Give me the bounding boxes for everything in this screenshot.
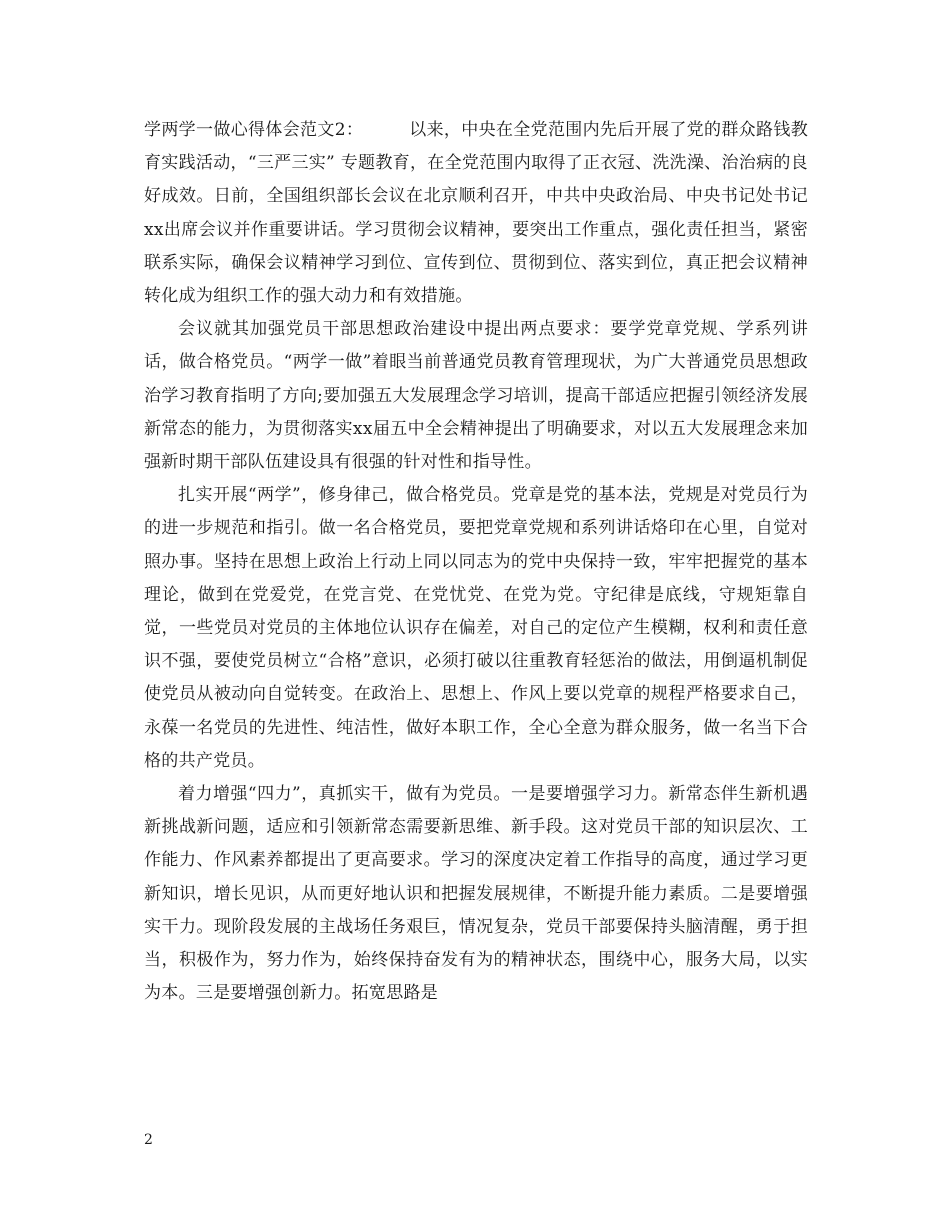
paragraph-1: 以来，中央在全党范围内先后开展了党的群众路钱教育实践活动，“三严三实” 专题教育，在全党范围内取得了正衣冠、洗洗澡、治治病的良好成效。日前，全国组织部长会议在北京顺利召开，中共中央政治局、中央书记处书记xx出席会议并作重要讲话。学习贯彻会议精神，要突出工作重点，强化责任担当，紧密联系实际，确保会议精神学习到位、宣传到位、贯彻到位、落实到位，真正把会议精神转化成为组织工作的强大动力和有效措施。	[144, 120, 808, 307]
paragraph-3: 扎实开展“两学”，修身律己，做合格党员。党章是党的基本法，党规是对党员行为的进一步规范和指引。做一名合格党员，要把党章党规和系列讲话烙印在心里，自觉对照办事。坚持在思想上政治上行动上同以同志为的党中央保持一致，牢牢把握党的基本理论，做到在党爱党，在党言党、在党忧党、在党为党。守纪律是底线，守规矩靠自觉，一些党员对党员的主体地位认识存在偏差，对自己的定位产生模糊，权利和责任意识不强，要使党员树立“合格”意识，必须打破以往重教育轻惩治的做法，用倒逼机制促使党员从被动向自觉转变。在政治上、思想上、作风上要以党章的规程严格要求自己，永葆一名党员的先进性、纯洁性，做好本职工作，全心全意为群众服务，做一名当下合格的共产党员。	[144, 485, 808, 771]
paragraph-4: 着力增强“四力”，真抓实干，做有为党员。一是要增强学习力。新常态伴生新机遇新挑战新问题，适应和引领新常态需要新思维、新手段。这对党员干部的知识层次、工作能力、作风素养都提出了更高要求。学习的深度决定着工作指导的高度，通过学习更新知识，增长见识，从而更好地认识和把握发展规律，不断提升能力素质。二是要增强实干力。现阶段发展的主战场任务艰巨，情况复杂，党员干部要保持头脑清醒，勇于担当，积极作为，努力作为，始终保持奋发有为的精神状态，围绕中心，服务大局，以实为本。三是要增强创新力。拓宽思路是	[144, 784, 808, 1004]
paragraph-2: 会议就其加强党员干部思想政治建设中提出两点要求：要学党章党规、学系列讲话，做合格党员。“两学一做”着眼当前普通党员教育管理现状，为广大普通党员思想政治学习教育指明了方向;要加强五大发展理念学习培训，提高干部适应把握引领经济发展新常态的能力，为贯彻落实xx届五中全会精神提出了明确要求，对以五大发展理念来加强新时期干部队伍建设具有很强的针对性和指导性。	[144, 319, 808, 473]
document-heading: 学两学一做心得体会范文2：	[144, 120, 364, 140]
opening-paragraph	[144, 114, 808, 313]
page-number: 2	[144, 1132, 153, 1148]
document-body	[144, 114, 808, 1010]
